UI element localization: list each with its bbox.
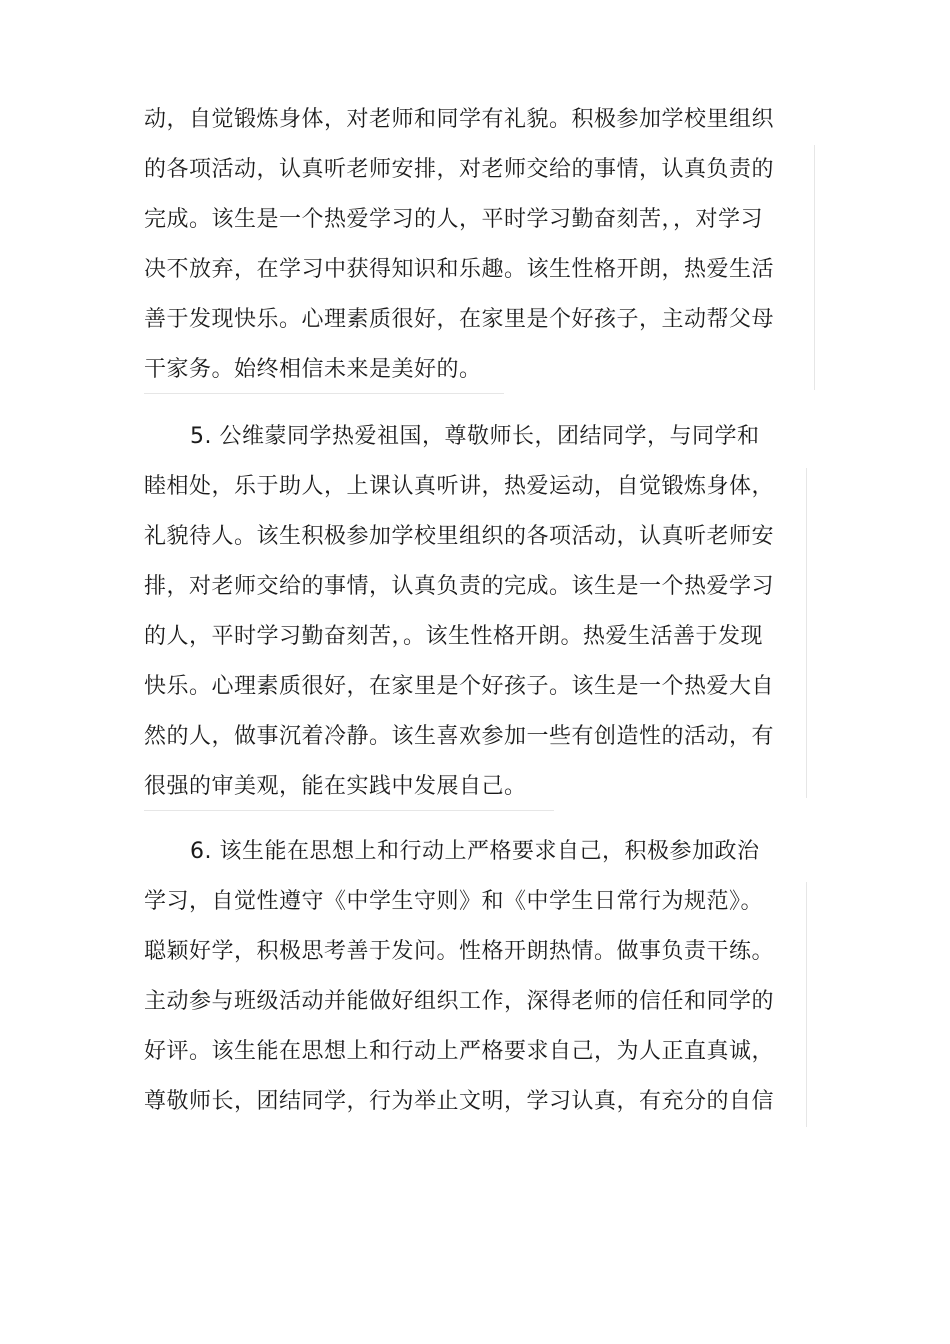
text-line: 快乐。心理素质很好，在家里是个好孩子。该生是一个热爱大自 <box>144 674 775 699</box>
text-line: 尊敬师长，团结同学，行为举止文明，学习认真，有充分的自信 <box>144 1089 775 1114</box>
text-line: 然的人，做事沉着冷静。该生喜欢参加一些有创造性的活动，有 <box>144 724 775 749</box>
text-line: 动，自觉锻炼身体，对老师和同学有礼貌。积极参加学校里组织 <box>144 107 775 132</box>
text-line: 礼貌待人。该生积极参加学校里组织的各项活动，认真听老师安 <box>144 524 775 549</box>
text-line: 完成。该生是一个热爱学习的人，平时学习勤奋刻苦，，对学习 <box>144 207 764 232</box>
paragraph-item-5 <box>144 412 814 812</box>
text-frame-edge <box>814 145 815 390</box>
text-line: 学习，自觉性遵守《中学生守则》和《中学生日常行为规范》。 <box>144 889 764 914</box>
paragraph-item-6 <box>144 827 814 1127</box>
text-line: 决不放弃，在学习中获得知识和乐趣。该生性格开朗，热爱生活 <box>144 257 775 282</box>
text-line: 主动参与班级活动并能做好组织工作，深得老师的信任和同学的 <box>144 989 775 1014</box>
text-frame-edge <box>806 882 807 1127</box>
text-line: 很强的审美观，能在实践中发展自己。 <box>144 774 527 799</box>
text-line: 干家务。始终相信未来是美好的。 <box>144 357 482 382</box>
text-frame-edge <box>806 468 807 798</box>
text-line: 的人，平时学习勤奋刻苦，。该生性格开朗。热爱生活善于发现 <box>144 624 764 649</box>
text-frame-edge <box>144 393 504 394</box>
text-line: 睦相处，乐于助人，上课认真听讲，热爱运动，自觉锻炼身体， <box>144 474 775 499</box>
text-frame-edge <box>144 810 554 811</box>
text-line: 6. 该生能在思想上和行动上严格要求自己，积极参加政治 <box>190 839 760 864</box>
paragraph-continuation <box>144 95 814 395</box>
text-line: 聪颖好学，积极思考善于发问。性格开朗热情。做事负责干练。 <box>144 939 775 964</box>
text-line: 排，对老师交给的事情，认真负责的完成。该生是一个热爱学习 <box>144 574 775 599</box>
text-line: 善于发现快乐。心理素质很好，在家里是个好孩子，主动帮父母 <box>144 307 775 332</box>
text-line: 好评。该生能在思想上和行动上严格要求自己，为人正直真诚， <box>144 1039 775 1064</box>
text-line: 的各项活动，认真听老师安排，对老师交给的事情，认真负责的 <box>144 157 775 182</box>
text-line: 5. 公维蒙同学热爱祖国，尊敬师长，团结同学，与同学和 <box>190 424 760 449</box>
